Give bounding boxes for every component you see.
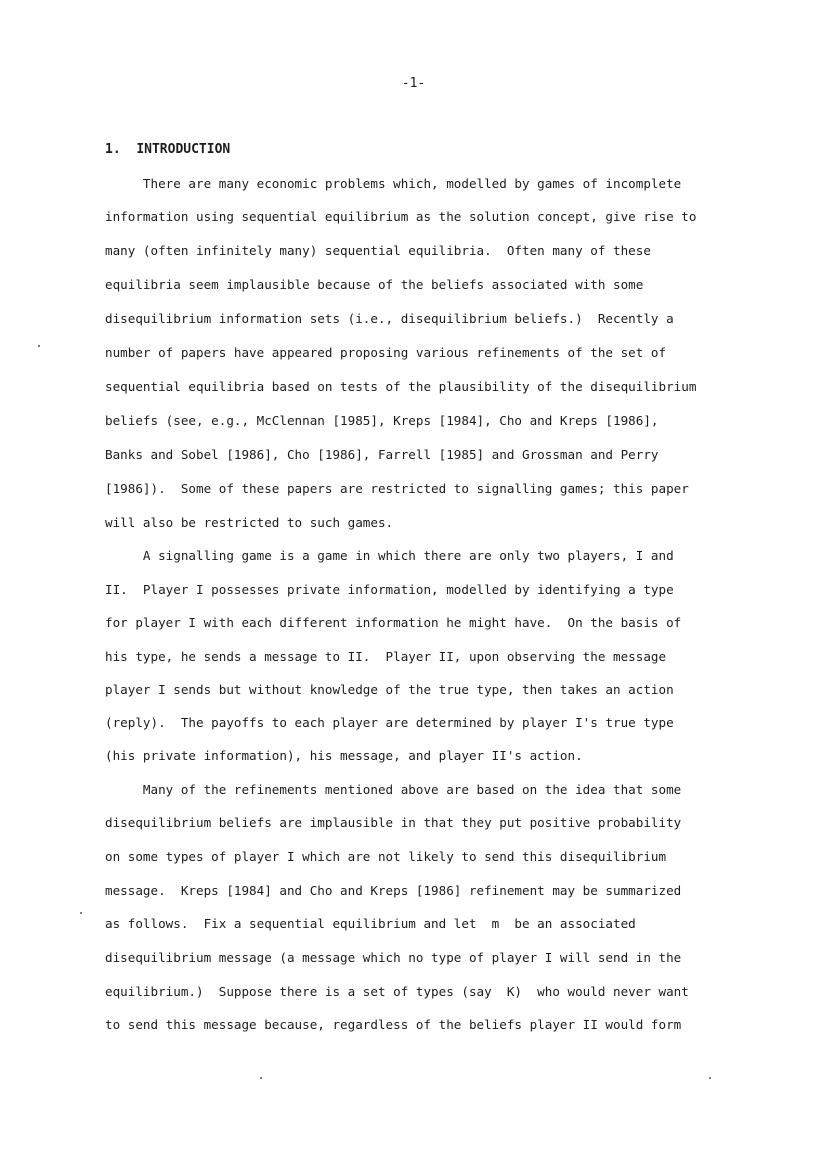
scan-speck (80, 912, 82, 914)
text-line: to send this message because, regardless of the beliefs player II would form (105, 1017, 682, 1032)
text-line: [1986]). Some of these papers are restricted to signalling games; this paper (105, 481, 689, 496)
text-line: as follows. Fix a sequential equilibrium and let m be an associated (105, 916, 636, 931)
section-heading (105, 142, 230, 157)
text-line: equilibrium.) Suppose there is a set of types (say K) who would never want (105, 984, 689, 999)
section-number: 1. (105, 142, 121, 157)
text-line: player I sends but without knowledge of the true type, then takes an action (105, 682, 674, 697)
text-line: disequilibrium beliefs are implausible in that they put positive probability (105, 815, 682, 830)
text-line: for player I with each different information he might have. On the basis of (105, 615, 682, 630)
text-line: II. Player I possesses private information, modelled by identifying a type (105, 582, 674, 597)
text-line: his type, he sends a message to II. Player II, upon observing the message (105, 649, 667, 664)
text-line: disequilibrium message (a message which no type of player I will send in the (105, 950, 682, 965)
text-line: message. Kreps [1984] and Cho and Kreps [1986] refinement may be summarized (105, 883, 682, 898)
text-line: number of papers have appeared proposing various refinements of the set of (105, 345, 667, 360)
text-line: sequential equilibria based on tests of the plausibility of the disequilibrium (105, 379, 697, 394)
section-title: INTRODUCTION (136, 142, 231, 157)
text-line: Many of the refinements mentioned above are based on the idea that some (105, 782, 682, 797)
text-line: Banks and Sobel [1986], Cho [1986], Farrell [1985] and Grossman and Perry (105, 447, 659, 462)
text-line: (reply). The payoffs to each player are determined by player I's true type (105, 715, 674, 730)
text-line: on some types of player I which are not likely to send this disequilibrium (105, 849, 667, 864)
text-line: beliefs (see, e.g., McClennan [1985], Kreps [1984], Cho and Kreps [1986], (105, 413, 659, 428)
scan-speck (709, 1077, 711, 1079)
scan-speck (260, 1077, 262, 1079)
text-line: information using sequential equilibrium as the solution concept, give rise to (105, 209, 697, 224)
page-number: -1- (401, 76, 426, 91)
text-line: disequilibrium information sets (i.e., disequilibrium beliefs.) Recently a (105, 311, 674, 326)
text-line: (his private information), his message, and player II's action. (105, 748, 583, 763)
scan-speck (38, 345, 40, 347)
text-line: There are many economic problems which, modelled by games of incomplete (105, 176, 682, 191)
text-line: many (often infinitely many) sequential equilibria. Often many of these (105, 243, 651, 258)
text-line: will also be restricted to such games. (105, 515, 394, 530)
text-line: equilibria seem implausible because of the beliefs associated with some (105, 277, 644, 292)
text-line: A signalling game is a game in which there are only two players, I and (105, 548, 674, 563)
